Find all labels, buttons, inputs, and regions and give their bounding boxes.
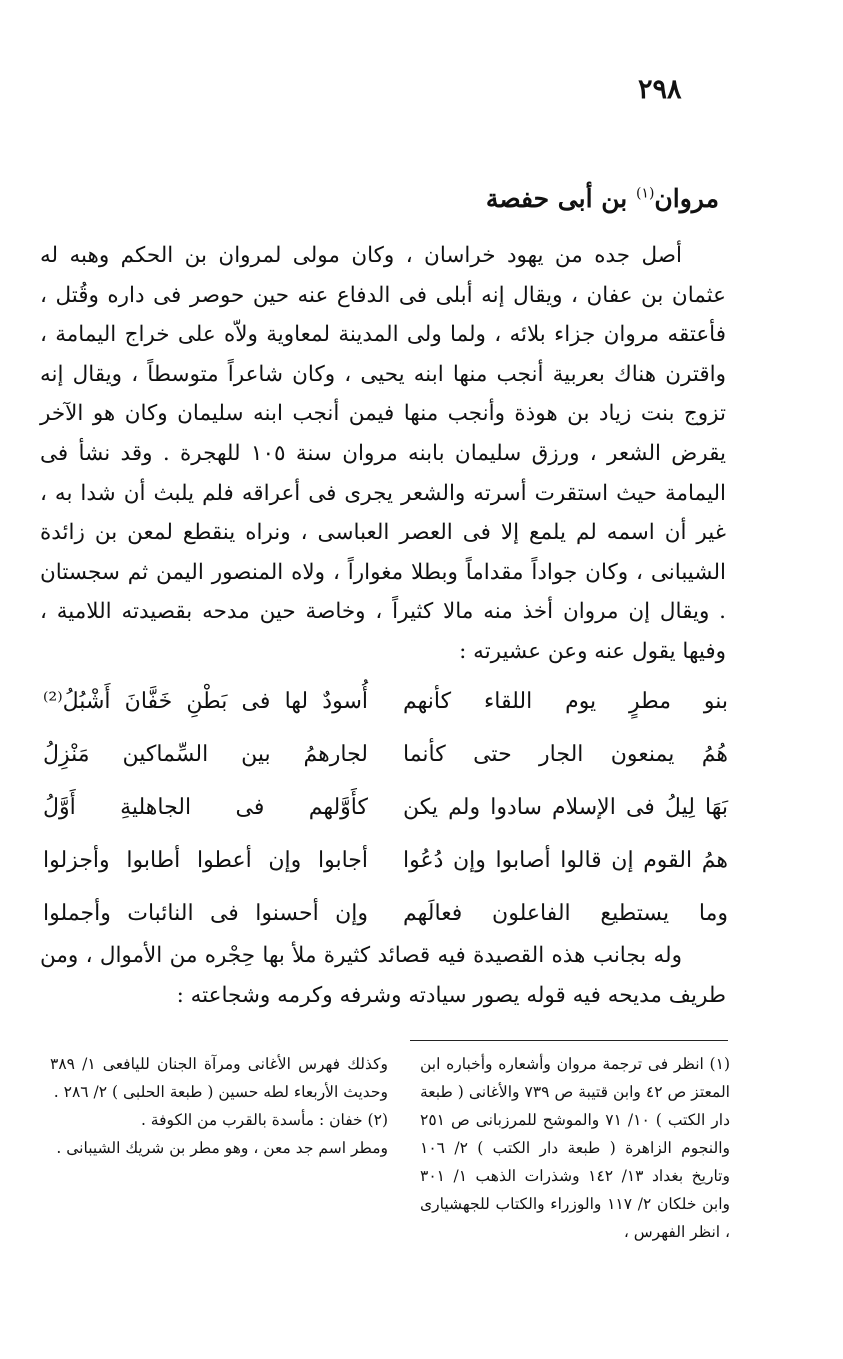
verse-first-hemistich: بَهَا لِيلُ فى الإسلام سادوا ولم يكن bbox=[403, 795, 728, 820]
footnotes-continued bbox=[50, 1050, 388, 1162]
poem-verse bbox=[42, 841, 728, 894]
verse-first-hemistich: هُمُ يمنعون الجار حتى كأنما bbox=[403, 742, 728, 767]
heading-name-part2: بن أبى حفصة bbox=[485, 184, 636, 213]
verse-second-hemistich: وإن أحسنوا فى النائبات وأجملوا bbox=[43, 901, 368, 926]
footnote-divider bbox=[410, 1040, 728, 1041]
footnote-2: (٢) خفان : مأسدة بالقرب من الكوفة . bbox=[140, 1111, 388, 1129]
page-number: ٢٩٨ bbox=[638, 74, 682, 105]
footnote-2-continued: ومطر اسم جد معن ، وهو مطر بن شريك الشيبانى . bbox=[56, 1139, 388, 1157]
verse-first-hemistich: وما يستطيع الفاعلون فعالَهم bbox=[403, 901, 728, 926]
closing-paragraph: وله بجانب هذه القصيدة فيه قصائد كثيرة ملأ بها حِجْره من الأموال ، ومن طريف مديحه فيه قوله يصور سيادته وشرفه وكرمه وشجاعته : bbox=[40, 943, 726, 1008]
poem-verse bbox=[42, 788, 728, 841]
verse-second-hemistich: كأَوَّلهم فى الجاهليةِ أَوَّلُ bbox=[43, 795, 368, 820]
section-heading bbox=[159, 184, 719, 213]
verse-second-hemistich: أُسودٌ لها فى بَطْنِ خَفَّانَ أَشْبُلُ⁽²⁾ bbox=[43, 689, 368, 714]
verse-second-hemistich: لجارهمُ بين السِّماكين مَنْزِلُ bbox=[43, 742, 368, 767]
verse-second-hemistich: أجابوا وإن أعطوا أطابوا وأجزلوا bbox=[43, 848, 368, 873]
biography-paragraph: أصل جده من يهود خراسان ، وكان مولى لمروان بن الحكم وهبه له عثمان بن عفان ، ويقال إنه أبلى فى الدفاع عنه حين حوصر فى داره وقُتل ، فأعتقه مروان جزاء بلائه ، ولما ولى المدينة لمعاوية ولاّه على خراج اليمامة ، واقترن هناك بعربية أنجب منها ابنه يحيى ، وكان شاعراً متوسطاً ، ويقال إنه تزوج بنت زياد بن هوذة وأنجب منها فيمن أنجب ابنه سليمان وكان هو الآخر يقرض الشعر ، ورزق سليمان بابنه مروان سنة ١٠٥ للهجرة . وقد نشأ فى اليمامة حيث استقرت أسرته والشعر يجرى فى أعراقه فلم يلبث أن شدا به ، غير أن اسمه لم يلمع إلا فى العصر العباسى ، ونراه ينقطع لمعن بن زائدة الشيبانى ، وكان جواداً مقداماً وبطلا مغواراً ، ولاه المنصور اليمن ثم سجستان . ويقال إن مروان أخذ منه مالا كثيراً ، وخاصة حين مدحه بقصيدته اللامية ، وفيها يقول عنه وعن عشيرته : bbox=[40, 243, 727, 664]
verse-first-hemistich: بنو مطرٍ يوم اللقاء كأنهم bbox=[403, 689, 728, 714]
footnote-1-continued: وكذلك فهرس الأغانى ومرآة الجنان لليافعى ١/ ٣٨٩ وحديث الأربعاء لطه حسين ( طبعة الحلبى ) ٢/ ٢٨٦ . bbox=[50, 1055, 388, 1101]
poem bbox=[42, 682, 728, 947]
footnote-1: (١) انظر فى ترجمة مروان وأشعاره وأخباره ابن المعتز ص ٤٢ وابن قتيبة ص ٧٣٩ والأغانى ( طبعة دار الكتب ) ١٠/ ٧١ والموشح للمرزبانى ص ٢٥١ والنجوم الزاهرة ( طبعة دار الكتب ) ٢/ ١٠٦ وتاريخ بغداد ١٣/ ١٤٢ وشذرات الذهب ١/ ٣٠١ وابن خلكان ٢/ ١١٧ والوزراء والكتاب للجهشيارى ، انظر الفهرس ، bbox=[420, 1055, 731, 1241]
verse-first-hemistich: همُ القوم إن قالوا أصابوا وإن دُعُوا bbox=[403, 848, 728, 873]
poem-verse bbox=[42, 682, 728, 735]
heading-name-part1: مروان bbox=[654, 184, 719, 213]
footnote-marker: (١) bbox=[635, 185, 655, 202]
poem-verse bbox=[42, 735, 728, 788]
